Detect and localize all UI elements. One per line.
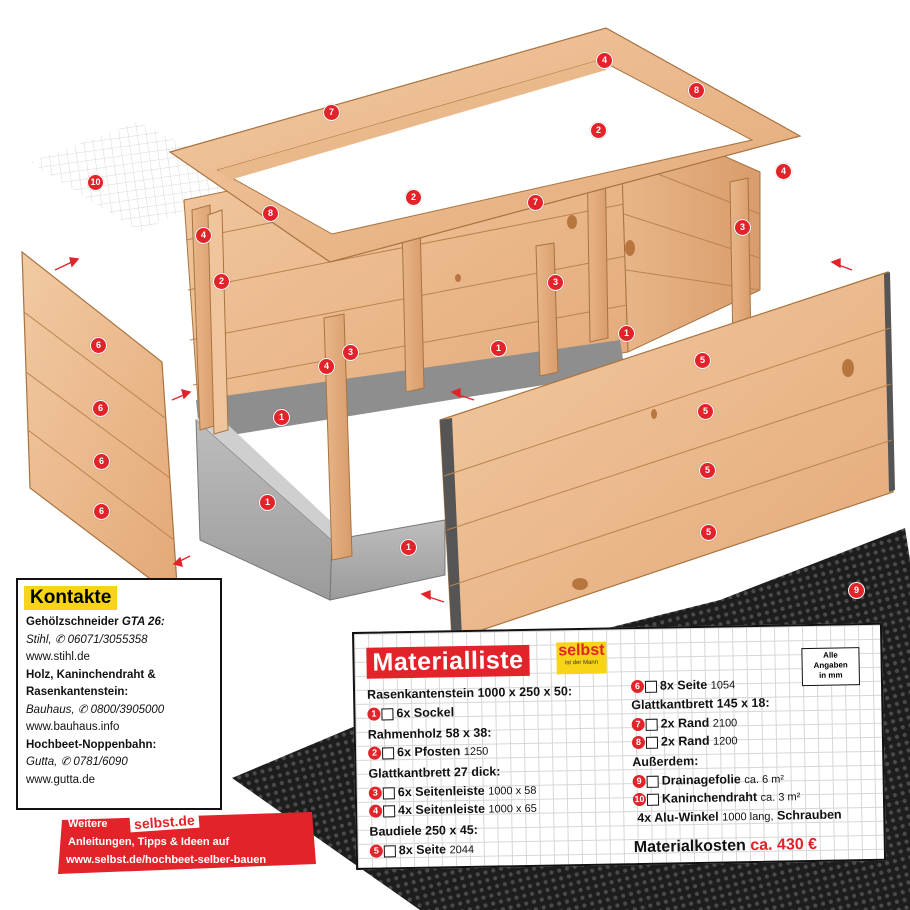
callout-3: 3: [547, 274, 564, 291]
item-number-3: 3: [369, 787, 382, 800]
checkbox[interactable]: [381, 708, 393, 720]
section-header: Glattkantbrett 145 x 18:: [631, 695, 770, 713]
checkbox[interactable]: [647, 793, 659, 805]
material-item-extra: 4x Alu-Winkel 1000 lang, Schrauben: [637, 807, 842, 826]
callout-6: 6: [93, 453, 110, 470]
callout-5: 5: [699, 462, 716, 479]
callout-5: 5: [694, 352, 711, 369]
material-item-4: 4 4x Seitenleiste 1000 x 65: [369, 799, 537, 820]
callout-1: 1: [618, 325, 635, 342]
material-cost-total: Materialkosten ca. 430 €: [633, 835, 818, 857]
callout-6: 6: [90, 337, 107, 354]
material-item-8: 8 2x Rand 1200: [632, 731, 738, 751]
callout-3: 3: [342, 344, 359, 361]
callout-4: 4: [775, 163, 792, 180]
banner-url[interactable]: www.selbst.de/hochbeet-selber-bauen: [66, 854, 267, 866]
material-item-10: 10 Kaninchendraht ca. 3 m²: [634, 789, 801, 806]
section-header: Rasenkantenstein 1000 x 250 x 50:: [366, 684, 573, 702]
callout-5: 5: [697, 403, 714, 420]
item-number-1: 1: [367, 708, 380, 721]
contact-line: Stihl, ✆ 06071/3055358: [26, 633, 148, 646]
checkbox[interactable]: [383, 805, 395, 817]
item-number-6: 6: [631, 680, 644, 693]
callout-6: 6: [92, 400, 109, 417]
contact-line: Hochbeet-Noppenbahn:: [26, 738, 157, 751]
section-header: Außerdem:: [632, 753, 699, 770]
banner-line2: Anleitungen, Tipps & Ideen auf: [68, 836, 230, 848]
contacts-box: [16, 578, 222, 810]
contact-link-stihl[interactable]: www.stihl.de: [26, 651, 90, 663]
section-header: Rahmenholz 58 x 38:: [367, 725, 492, 742]
callout-4: 4: [195, 227, 212, 244]
contact-link-gutta[interactable]: www.gutta.de: [26, 773, 96, 786]
checkbox[interactable]: [384, 845, 396, 857]
callout-5: 5: [700, 524, 717, 541]
callout-4: 4: [596, 52, 613, 69]
checkbox[interactable]: [647, 775, 659, 787]
callout-7: 7: [323, 104, 340, 121]
item-number-10: 10: [633, 793, 646, 806]
contact-line: Bauhaus, ✆ 0800/3905000: [26, 703, 165, 716]
selbst-logo: selbst ist der Mann: [556, 642, 607, 675]
material-item-9: 9 Drainagefolie ca. 6 m²: [632, 769, 784, 790]
checkbox[interactable]: [646, 718, 658, 730]
item-number-4: 4: [369, 805, 382, 818]
contact-line: Gutta, ✆ 0781/6090: [26, 756, 128, 768]
material-item-7: 7 2x Rand 2100: [631, 713, 737, 733]
material-list-title: Materialliste: [366, 645, 530, 679]
material-item-5: 5 8x Seite 2044: [370, 840, 475, 860]
material-item-6: 6 8x Seite 1054: [631, 675, 736, 695]
material-list: [352, 623, 886, 870]
callout-2: 2: [405, 189, 422, 206]
checkbox[interactable]: [645, 680, 657, 692]
item-number-8: 8: [632, 736, 645, 749]
banner-weitere: Weitere: [68, 818, 108, 830]
callout-1: 1: [400, 539, 417, 556]
contact-line: Holz, Kaninchendraht &: [26, 668, 156, 681]
callout-8: 8: [262, 205, 279, 222]
checkbox[interactable]: [383, 787, 395, 799]
callout-4: 4: [318, 358, 335, 375]
material-item-3: 3 6x Seitenleiste 1000 x 58: [369, 781, 537, 802]
contacts-heading: Kontakte: [24, 586, 117, 610]
contact-link-bauhaus[interactable]: www.bauhaus.info: [26, 721, 120, 733]
callout-10: 10: [87, 174, 104, 191]
callout-7: 7: [527, 194, 544, 211]
left-side-panel: [22, 252, 178, 600]
promo-banner[interactable]: [58, 812, 316, 874]
callout-1: 1: [490, 340, 507, 357]
units-note: Alle Angaben in mm: [801, 647, 860, 686]
section-header: Glattkantbrett 27 dick:: [368, 764, 501, 781]
callout-1: 1: [273, 409, 290, 426]
contact-line: Rasenkantenstein:: [26, 686, 129, 698]
callout-8: 8: [688, 82, 705, 99]
selbst-logo: selbst.de: [130, 812, 200, 833]
callout-1: 1: [259, 494, 276, 511]
item-number-5: 5: [370, 845, 383, 858]
item-number-7: 7: [632, 718, 645, 731]
item-number-2: 2: [368, 747, 381, 760]
material-item-1: 1 6x Sockel: [367, 703, 454, 723]
section-header: Baudiele 250 x 45:: [369, 822, 479, 839]
callout-2: 2: [213, 273, 230, 290]
checkbox[interactable]: [382, 747, 394, 759]
material-item-2: 2 6x Pfosten 1250: [368, 742, 488, 762]
callout-2: 2: [590, 122, 607, 139]
callout-3: 3: [734, 219, 751, 236]
item-number-9: 9: [633, 775, 646, 788]
callout-6: 6: [93, 503, 110, 520]
callout-9: 9: [848, 582, 865, 599]
contact-line: Gehölzschneider GTA 26:: [26, 616, 165, 628]
checkbox[interactable]: [646, 736, 658, 748]
